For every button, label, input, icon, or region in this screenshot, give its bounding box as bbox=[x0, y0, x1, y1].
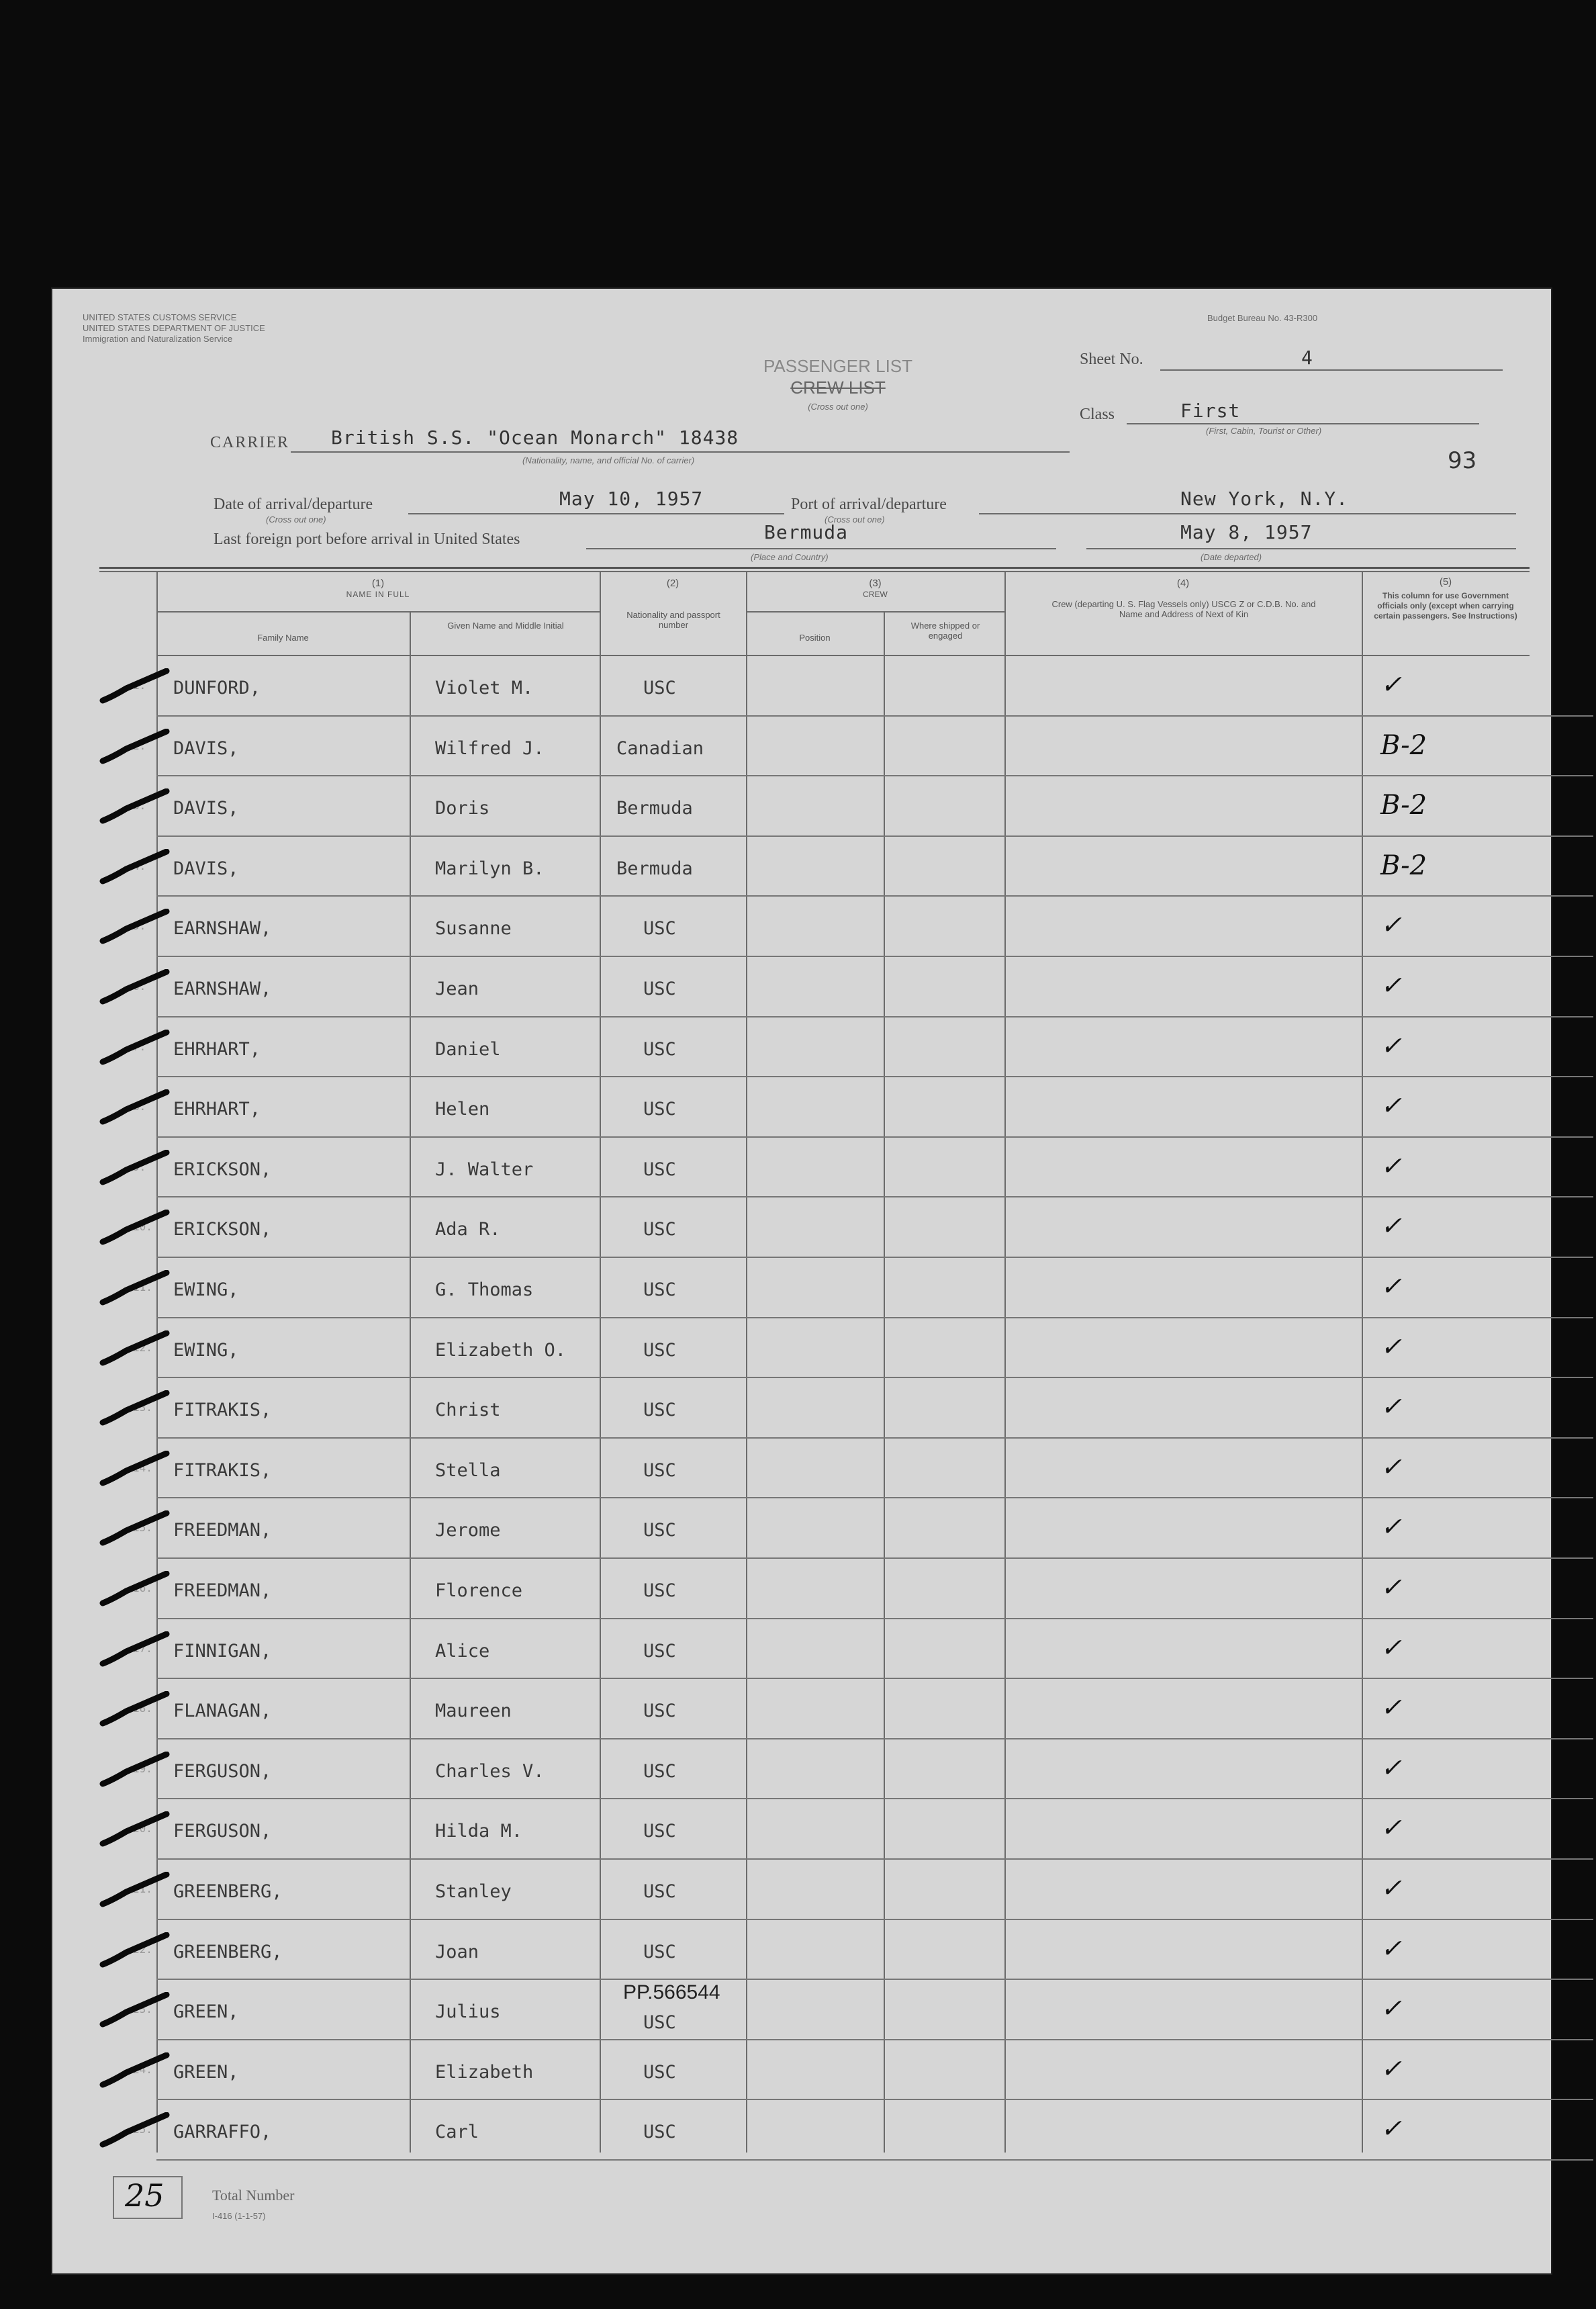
col1-number: (1) bbox=[371, 578, 385, 589]
given-name: Elizabeth bbox=[435, 2061, 534, 2083]
date-hint: (Cross out one) bbox=[266, 514, 326, 525]
nationality: USC bbox=[643, 1640, 676, 1662]
given-name: Carl bbox=[435, 2122, 479, 2143]
official-mark: B-2 bbox=[1380, 850, 1427, 881]
row-number: 15. bbox=[133, 1521, 152, 1535]
given-name: Julius bbox=[435, 2001, 501, 2023]
family-name: EHRHART, bbox=[173, 1038, 261, 1060]
nationality: USC bbox=[643, 1821, 676, 1842]
title-cross-out: (Cross out one) bbox=[808, 402, 868, 412]
nationality: USC bbox=[643, 1339, 676, 1361]
check-stroke-icon bbox=[99, 1752, 173, 1792]
row-number: 2. bbox=[133, 739, 146, 752]
official-mark: ✓ bbox=[1380, 1572, 1402, 1602]
official-mark: B-2 bbox=[1380, 790, 1427, 821]
row-number: 5. bbox=[133, 919, 146, 933]
nationality: USC bbox=[643, 1580, 676, 1601]
last-port-value: Bermuda bbox=[764, 521, 849, 543]
row-number: 18. bbox=[133, 1702, 152, 1715]
official-mark: ✓ bbox=[1380, 1993, 1402, 2024]
family-name: GREEN, bbox=[173, 2061, 239, 2083]
given-name: Jerome bbox=[435, 1520, 501, 1541]
given-name: Wilfred J. bbox=[435, 737, 545, 759]
nationality: USC bbox=[643, 2061, 676, 2083]
col2-number: (2) bbox=[666, 578, 679, 589]
family-name: GARRAFFO, bbox=[173, 2122, 272, 2143]
row-divider bbox=[156, 1076, 1593, 1077]
check-stroke-icon bbox=[99, 668, 173, 709]
row-number: 19. bbox=[133, 1762, 152, 1775]
class-value: First bbox=[1180, 400, 1241, 422]
row-number: 12. bbox=[133, 1341, 152, 1354]
nationality: USC bbox=[643, 979, 676, 999]
row-divider bbox=[156, 2099, 1593, 2100]
row-number: 11. bbox=[133, 1281, 152, 1294]
check-stroke-icon bbox=[99, 1270, 173, 1310]
row-number: 9. bbox=[133, 1160, 146, 1173]
official-mark: ✓ bbox=[1380, 1211, 1402, 1241]
family-name: ERICKSON, bbox=[173, 1219, 272, 1240]
agency-line-3: Immigration and Naturalization Service bbox=[83, 334, 233, 344]
check-stroke-icon bbox=[99, 909, 173, 949]
row-number: 16. bbox=[133, 1582, 152, 1594]
family-name: FERGUSON, bbox=[173, 1760, 272, 1782]
port-value: New York, N.Y. bbox=[1180, 488, 1349, 510]
family-name: EWING, bbox=[173, 1339, 239, 1361]
row-number: 21. bbox=[133, 1883, 152, 1895]
col1a-header: Family Name bbox=[257, 633, 309, 643]
nationality: USC bbox=[643, 1038, 676, 1060]
row-divider bbox=[156, 1437, 1593, 1439]
class-label: Class bbox=[1080, 406, 1115, 423]
family-name: EARNSHAW, bbox=[173, 918, 272, 940]
row-divider bbox=[156, 1798, 1593, 1799]
given-name: Joan bbox=[435, 1941, 479, 1962]
family-name: FREEDMAN, bbox=[173, 1580, 272, 1601]
row-divider bbox=[156, 1016, 1593, 1017]
row-divider bbox=[156, 1979, 1593, 1980]
row-number: 22. bbox=[133, 1942, 152, 1956]
official-mark: ✓ bbox=[1380, 1512, 1402, 1542]
family-name: DAVIS, bbox=[173, 798, 239, 819]
check-stroke-icon bbox=[99, 729, 173, 769]
given-name: Susanne bbox=[435, 918, 512, 940]
sheet-label: Sheet No. bbox=[1080, 351, 1143, 368]
nationality: USC bbox=[643, 1760, 676, 1782]
row-divider bbox=[156, 2039, 1593, 2040]
check-stroke-icon bbox=[99, 1089, 173, 1130]
col3-number: (3) bbox=[869, 578, 882, 589]
official-mark: ✓ bbox=[1380, 1933, 1402, 1963]
row-divider bbox=[156, 1377, 1593, 1378]
check-stroke-icon bbox=[99, 1811, 173, 1852]
date-value: May 10, 1957 bbox=[559, 488, 704, 510]
given-name: Ada R. bbox=[435, 1219, 501, 1240]
official-mark: ✓ bbox=[1380, 1150, 1402, 1181]
family-name: EHRHART, bbox=[173, 1099, 261, 1120]
row-divider bbox=[156, 1858, 1593, 1860]
nationality: USC bbox=[643, 1459, 676, 1481]
row-number: 14. bbox=[133, 1461, 152, 1474]
carrier-hint: (Nationality, name, and official No. of carrier) bbox=[522, 455, 695, 465]
row-divider bbox=[156, 1257, 1593, 1258]
given-name: Jean bbox=[435, 979, 479, 999]
official-mark: ✓ bbox=[1380, 1752, 1402, 1782]
family-name: GREEN, bbox=[173, 2001, 239, 2023]
check-stroke-icon bbox=[99, 1510, 173, 1551]
official-mark: ✓ bbox=[1380, 1451, 1402, 1482]
check-stroke-icon bbox=[99, 849, 173, 889]
nationality: USC bbox=[643, 1701, 676, 1722]
col3a-header: Position bbox=[799, 633, 831, 643]
col3b-header: Where shipped or engaged bbox=[910, 621, 980, 641]
check-stroke-icon bbox=[99, 1992, 173, 2032]
check-stroke-icon bbox=[99, 2052, 173, 2093]
form-number: I-416 (1-1-57) bbox=[212, 2211, 266, 2221]
official-mark: ✓ bbox=[1380, 970, 1402, 1000]
col1b-header: Given Name and Middle Initial bbox=[447, 621, 564, 631]
given-name: Doris bbox=[435, 798, 490, 819]
manifest-sheet bbox=[52, 289, 1551, 2273]
row-divider bbox=[156, 1136, 1593, 1138]
official-mark: B-2 bbox=[1380, 729, 1427, 761]
row-divider bbox=[156, 956, 1593, 957]
official-mark: ✓ bbox=[1380, 1632, 1402, 1662]
given-name: Helen bbox=[435, 1099, 490, 1120]
budget-number: Budget Bureau No. 43-R300 bbox=[1207, 313, 1318, 323]
row-number: 13. bbox=[133, 1401, 152, 1414]
row-number: 4. bbox=[133, 859, 146, 872]
row-number: 6. bbox=[133, 980, 146, 993]
sheet-value: 4 bbox=[1301, 347, 1313, 369]
check-stroke-icon bbox=[99, 1150, 173, 1190]
form-title-crew: CREW LIST bbox=[790, 377, 886, 398]
family-name: FREEDMAN, bbox=[173, 1520, 272, 1541]
family-name: ERICKSON, bbox=[173, 1159, 272, 1180]
official-mark: ✓ bbox=[1380, 670, 1402, 699]
col1-title: NAME IN FULL bbox=[346, 590, 410, 599]
family-name: EWING, bbox=[173, 1279, 239, 1300]
row-divider bbox=[156, 835, 1593, 837]
family-name: GREENBERG, bbox=[173, 1941, 283, 1962]
row-number: 8. bbox=[133, 1100, 146, 1114]
agency-line-2: UNITED STATES DEPARTMENT OF JUSTICE bbox=[83, 323, 265, 333]
form-title-passenger: PASSENGER LIST bbox=[763, 356, 913, 376]
given-name: Maureen bbox=[435, 1701, 512, 1722]
official-mark: ✓ bbox=[1380, 1331, 1402, 1361]
official-mark: ✓ bbox=[1380, 2053, 1402, 2083]
carrier-label: CARRIER bbox=[210, 434, 290, 451]
row-number: 25. bbox=[133, 2123, 152, 2136]
passport-number: PP.566544 bbox=[623, 1981, 720, 2004]
check-stroke-icon bbox=[99, 1330, 173, 1371]
given-name: Charles V. bbox=[435, 1760, 545, 1782]
row-number: 3. bbox=[133, 799, 146, 813]
col4-number: (4) bbox=[1176, 578, 1190, 589]
nationality: USC bbox=[643, 918, 676, 940]
row-divider bbox=[156, 1196, 1593, 1197]
check-stroke-icon bbox=[99, 1691, 173, 1731]
check-stroke-icon bbox=[99, 969, 173, 1009]
row-number: 7. bbox=[133, 1040, 146, 1053]
row-divider bbox=[156, 1919, 1593, 1920]
nationality: USC bbox=[643, 678, 676, 698]
departed-value: May 8, 1957 bbox=[1180, 521, 1313, 543]
col2-title: Nationality and passport number bbox=[626, 610, 720, 630]
family-name: FITRAKIS, bbox=[173, 1459, 272, 1481]
check-stroke-icon bbox=[99, 1210, 173, 1250]
nationality: USC bbox=[643, 1159, 676, 1180]
family-name: FERGUSON, bbox=[173, 1821, 272, 1842]
official-mark: ✓ bbox=[1380, 2114, 1402, 2144]
family-name: FLANAGAN, bbox=[173, 1701, 272, 1722]
nationality: Bermuda bbox=[616, 798, 693, 819]
col5-title: This column for use Government officials only (except when carrying certain passengers. See Instructions) bbox=[1374, 591, 1517, 621]
port-label: Port of arrival/departure bbox=[791, 496, 947, 513]
row-number: 17. bbox=[133, 1641, 152, 1655]
nationality: USC bbox=[643, 1941, 676, 1962]
nationality: USC bbox=[643, 2122, 676, 2143]
check-stroke-icon bbox=[99, 1451, 173, 1491]
row-number: 20. bbox=[133, 1822, 152, 1836]
given-name: Marilyn B. bbox=[435, 858, 545, 879]
row-divider bbox=[156, 1557, 1593, 1559]
official-mark: ✓ bbox=[1380, 1813, 1402, 1843]
official-mark: ✓ bbox=[1380, 1392, 1402, 1422]
row-divider bbox=[156, 1678, 1593, 1679]
check-stroke-icon bbox=[99, 1390, 173, 1431]
nationality: USC bbox=[643, 1881, 676, 1902]
col3-title: CREW bbox=[863, 590, 888, 599]
row-divider bbox=[156, 1317, 1593, 1318]
given-name: Stanley bbox=[435, 1881, 512, 1902]
row-number: 23. bbox=[133, 2003, 152, 2016]
family-name: DAVIS, bbox=[173, 858, 239, 879]
official-mark: ✓ bbox=[1380, 1091, 1402, 1121]
nationality: Canadian bbox=[616, 737, 704, 759]
nationality: USC bbox=[643, 1520, 676, 1541]
check-stroke-icon bbox=[99, 1872, 173, 1912]
row-divider bbox=[156, 715, 1593, 717]
family-name: GREENBERG, bbox=[173, 1881, 283, 1902]
check-stroke-icon bbox=[99, 1932, 173, 1973]
total-label: Total Number bbox=[212, 2187, 295, 2204]
row-divider bbox=[156, 1497, 1593, 1498]
departed-hint: (Date departed) bbox=[1201, 552, 1262, 562]
nationality: USC bbox=[643, 2012, 676, 2034]
given-name: Florence bbox=[435, 1580, 523, 1601]
col5-number: (5) bbox=[1439, 576, 1452, 588]
port-hint: (Cross out one) bbox=[825, 514, 885, 525]
row-number: 10. bbox=[133, 1220, 152, 1234]
nationality: USC bbox=[643, 1279, 676, 1300]
check-stroke-icon bbox=[99, 1571, 173, 1611]
row-divider bbox=[156, 2159, 1593, 2161]
date-label: Date of arrival/departure bbox=[214, 496, 373, 513]
last-port-hint: (Place and Country) bbox=[751, 552, 829, 562]
nationality: USC bbox=[643, 1099, 676, 1120]
row-number: 1. bbox=[133, 679, 146, 692]
given-name: Daniel bbox=[435, 1038, 501, 1060]
nationality: USC bbox=[643, 1400, 676, 1421]
official-mark: ✓ bbox=[1380, 1873, 1402, 1903]
given-name: Elizabeth O. bbox=[435, 1339, 567, 1361]
family-name: DAVIS, bbox=[173, 737, 239, 759]
row-divider bbox=[156, 1618, 1593, 1619]
agency-line-1: UNITED STATES CUSTOMS SERVICE bbox=[83, 312, 237, 322]
check-stroke-icon bbox=[99, 1631, 173, 1672]
given-name: Christ bbox=[435, 1400, 501, 1421]
family-name: EARNSHAW, bbox=[173, 979, 272, 999]
total-value: 25 bbox=[125, 2177, 165, 2214]
official-mark: ✓ bbox=[1380, 1271, 1402, 1301]
check-stroke-icon bbox=[99, 2112, 173, 2153]
given-name: Stella bbox=[435, 1459, 501, 1481]
agency-block bbox=[83, 312, 284, 345]
row-number: 24. bbox=[133, 2063, 152, 2076]
nationality: Bermuda bbox=[616, 858, 693, 879]
family-name: FITRAKIS, bbox=[173, 1400, 272, 1421]
row-divider bbox=[156, 895, 1593, 897]
official-mark: ✓ bbox=[1380, 1692, 1402, 1723]
carrier-value: British S.S. "Ocean Monarch" 18438 bbox=[331, 426, 739, 449]
given-name: J. Walter bbox=[435, 1159, 534, 1180]
col4-title: Crew (departing U. S. Flag Vessels only) USCG Z or C.D.B. No. and Name and Address of Next of Kin bbox=[1051, 599, 1316, 619]
class-hint: (First, Cabin, Tourist or Other) bbox=[1206, 426, 1322, 436]
given-name: Violet M. bbox=[435, 678, 534, 698]
official-mark: ✓ bbox=[1380, 1030, 1402, 1060]
given-name: Alice bbox=[435, 1640, 490, 1662]
given-name: G. Thomas bbox=[435, 1279, 534, 1300]
last-port-label: Last foreign port before arrival in United States bbox=[214, 531, 520, 548]
family-name: DUNFORD, bbox=[173, 678, 261, 698]
check-stroke-icon bbox=[99, 1030, 173, 1070]
check-stroke-icon bbox=[99, 788, 173, 829]
row-divider bbox=[156, 1738, 1593, 1739]
row-divider bbox=[156, 775, 1593, 776]
family-name: FINNIGAN, bbox=[173, 1640, 272, 1662]
nationality: USC bbox=[643, 1219, 676, 1240]
given-name: Hilda M. bbox=[435, 1821, 523, 1842]
official-mark: ✓ bbox=[1380, 910, 1402, 940]
page-number: 93 bbox=[1448, 447, 1477, 474]
